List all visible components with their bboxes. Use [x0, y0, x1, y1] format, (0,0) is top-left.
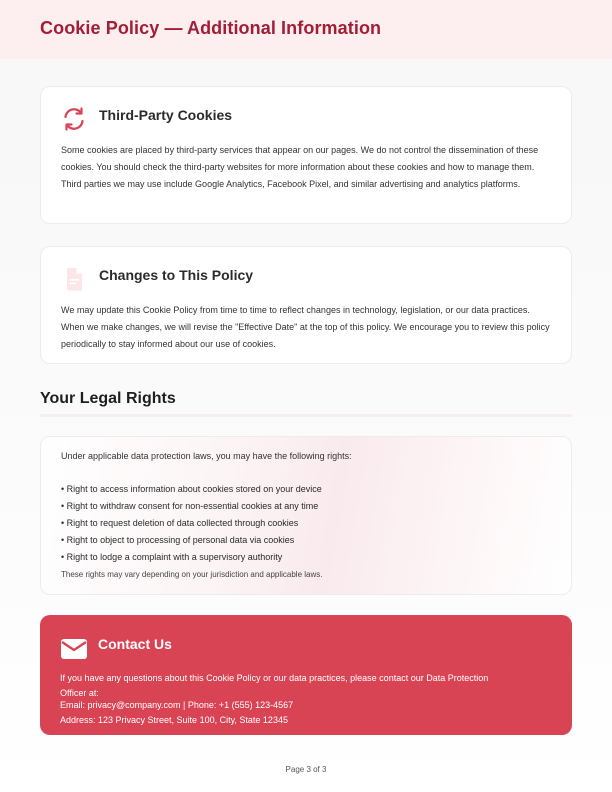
contact-text: If you have any questions about this Cookie Policy or our data practices, please contact our Data Protection — [60, 673, 489, 683]
contact-card — [40, 615, 572, 735]
page-number: Page 3 of 3 — [285, 765, 327, 774]
page-title: Cookie Policy — Additional Information — [40, 18, 382, 38]
card-title: Third-Party Cookies — [99, 107, 233, 123]
legal-rights-card — [40, 436, 572, 595]
section-divider — [40, 414, 572, 417]
card-body: We may update this Cookie Policy from time to time to reflect changes in technology, legislation, or our data practices. When we make changes, we will revise the "Effective Date" at the top of this policy. We encourage you to review this policy periodically to stay informed about our use of cookies. — [61, 305, 550, 349]
list-item: • Right to lodge a complaint with a supervisory authority — [61, 549, 322, 566]
rights-intro: Under applicable data protection laws, you may have the following rights: — [61, 451, 352, 461]
list-item: • Right to withdraw consent for non-essential cookies at any time — [61, 498, 322, 515]
legal-rights-heading: Your Legal Rights — [40, 390, 176, 407]
card-title: Changes to This Policy — [99, 267, 254, 283]
envelope-icon — [60, 638, 88, 660]
refresh-icon — [61, 106, 87, 132]
card-title: Contact Us — [98, 636, 172, 652]
card-body: Some cookies are placed by third-party services that appear on our pages. We do not control the dissemination of these cookies. You should check the third-party websites for more information about these cookies and how to manage them. Third parties we may use include Google Analytics, Facebook Pixel, and similar advertising and analytics platforms. — [61, 145, 539, 189]
changes-policy-card — [40, 246, 572, 364]
contact-address: Address: 123 Privacy Street, Suite 100, City, State 12345 — [60, 715, 288, 725]
rights-list — [61, 481, 322, 566]
rights-note: These rights may vary depending on your jurisdiction and applicable laws. — [61, 570, 323, 579]
contact-text: Officer at: — [60, 688, 99, 698]
list-item: • Right to request deletion of data collected through cookies — [61, 515, 322, 532]
list-item: • Right to access information about cookies stored on your device — [61, 481, 322, 498]
list-item: • Right to object to processing of personal data via cookies — [61, 532, 322, 549]
contact-email-phone: Email: privacy@company.com | Phone: +1 (555) 123-4567 — [60, 700, 294, 710]
page-header — [0, 0, 612, 59]
document-icon — [61, 266, 87, 292]
third-party-cookies-card — [40, 86, 572, 224]
